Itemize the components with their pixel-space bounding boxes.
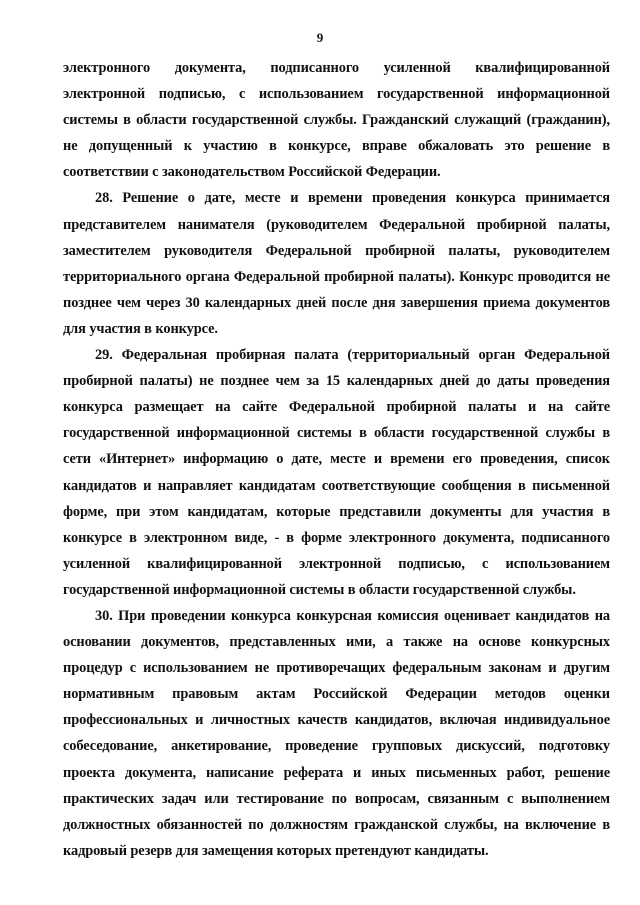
page-number: 9 — [316, 30, 324, 45]
paragraph-28: 28. Решение о дате, месте и времени проведения конкурса принимается представителем нанимателя (руководителем Федеральной пробирной палаты, заместителем руководителя Федеральной пробирной палаты, руководителем территориального органа Федеральной пробирной палаты). Конкурс проводится не позднее чем через 30 календарных дней после дня завершения приема документов для участия в конкурсе. — [63, 190, 610, 337]
document-body — [63, 55, 610, 864]
paragraph-29: 29. Федеральная пробирная палата (территориальный орган Федеральной пробирной палаты) не позднее чем за 15 календарных дней до даты проведения конкурса размещает на сайте Федеральной пробирной палаты и на сайте государственной информационной системы в области государственной службы в сети «Интернет» информацию о дате, месте и времени его проведения, список кандидатов и направляет кандидатам соответствующие сообщения в письменной форме, при этом кандидатам, которые представили документы для участия в конкурсе в электронном виде, - в форме электронного документа, подписанного усиленной квалифицированной электронной подписью, с использованием государственной информационной системы в области государственной службы. — [63, 347, 610, 598]
paragraph-continuation: электронного документа, подписанного усиленной квалифицированной электронной подписью, с использованием государственной информационной системы в области государственной службы. Гражданский служащий (гражданин), не допущенный к участию в конкурсе, вправе обжаловать это решение в соответствии с законодательством Российской Федерации. — [63, 60, 610, 181]
paragraph-30: 30. При проведении конкурса конкурсная комиссия оценивает кандидатов на основании документов, представленных ими, а также на основе конкурсных процедур с использованием не противоречащих федеральным законам и другим нормативным правовым актам Российской Федерации методов оценки профессиональных и личностных качеств кандидатов, включая индивидуальное собеседование, анкетирование, проведение групповых дискуссий, подготовку проекта документа, написание реферата и иных письменных работ, решение практических задач или тестирование по вопросам, связанным с выполнением должностных обязанностей по должностям гражданской службы, на включение в кадровый резерв для замещения которых претендуют кандидаты. — [63, 607, 610, 859]
